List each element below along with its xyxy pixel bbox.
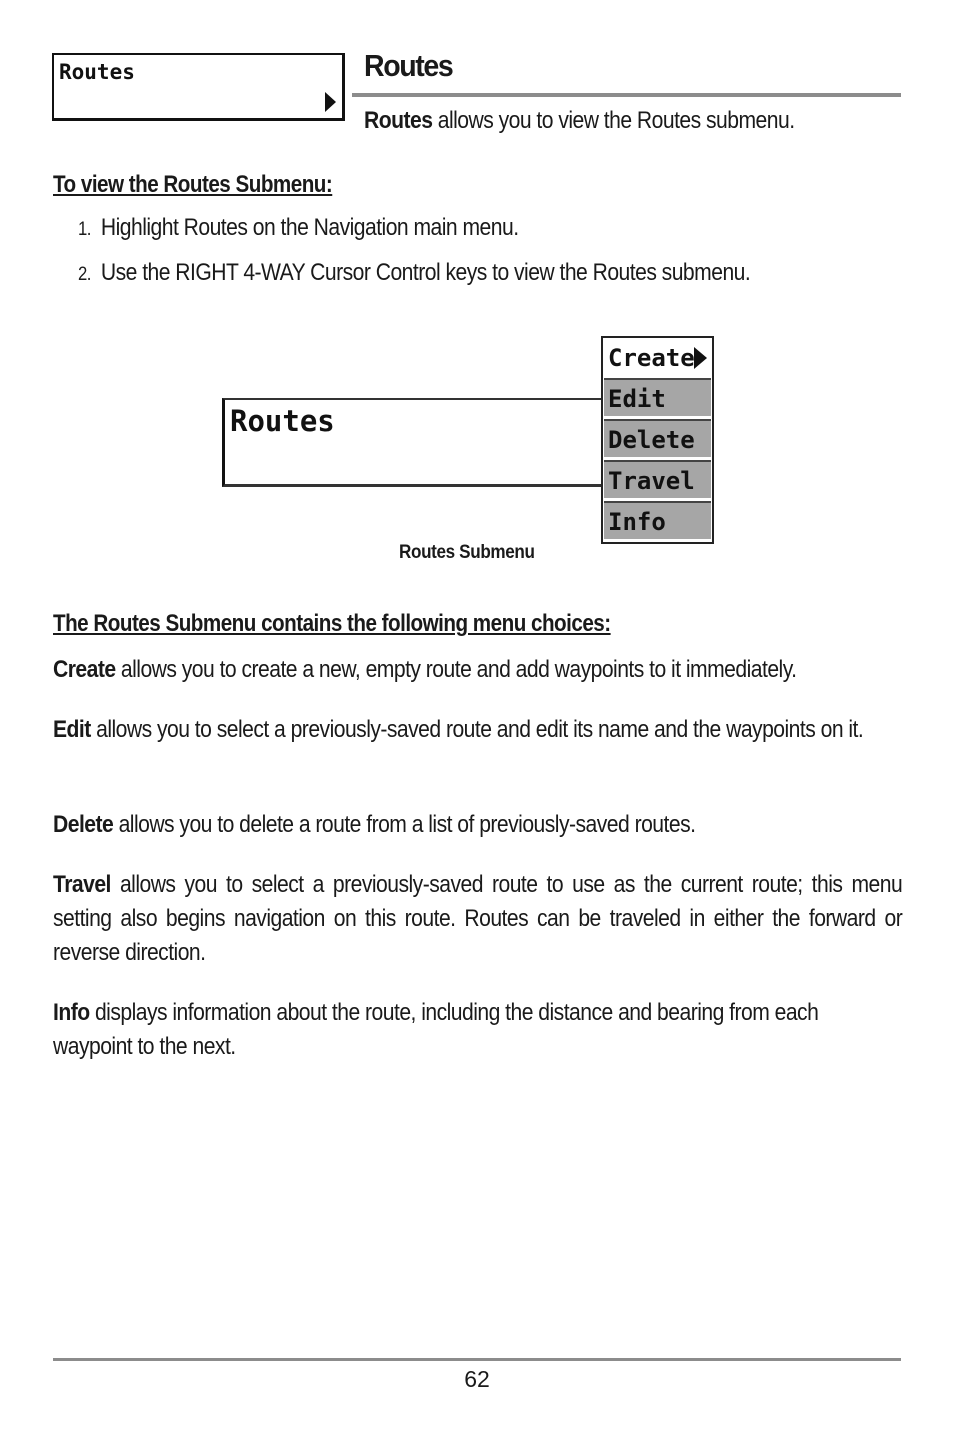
footer-divider [53,1358,901,1361]
submenu-item-travel [604,460,711,498]
page-title: Routes [364,48,453,83]
routes-menu-box [52,53,345,121]
procedure-heading: To view the Routes Submenu: [53,171,333,198]
intro-term: Routes [364,107,433,134]
choice-paragraph [53,653,902,687]
submenu-item-create [604,339,711,377]
choice-paragraph [53,996,902,1064]
choice-term: Info [53,999,90,1026]
menu-box-label: Routes [59,60,135,84]
submenu-item-label: Edit [608,385,666,413]
submenu-item-label: Travel [608,467,695,495]
submenu-item-edit [604,378,711,416]
submenu-item-label: Create [608,344,695,372]
routes-submenu [601,336,714,544]
choice-term: Delete [53,811,114,838]
choices-heading: The Routes Submenu contains the following menu choices: [53,610,611,637]
figure-routes-menu-box [222,398,602,487]
choice-text: allows you to select a previously-saved route and edit its name and the waypoints on it. [90,716,864,743]
choice-text: allows you to create a new, empty route and add waypoints to it immediately. [115,656,797,683]
right-arrow-icon [694,347,707,369]
intro-paragraph [364,104,892,138]
intro-text: allows you to view the Routes submenu. [432,107,795,134]
choice-paragraph [53,713,902,747]
step-text: Highlight Routes on the Navigation main menu. [100,214,519,241]
choice-text: allows you to select a previously-saved route to use as the current route; this menu setting also begins navigation on this route. Routes can be traveled in either the forward or reverse direction. [53,871,903,966]
choice-term: Travel [53,871,111,898]
procedure-step [78,259,750,287]
procedure-step [78,214,519,242]
submenu-item-label: Delete [608,426,695,454]
submenu-item-info [604,501,711,539]
choice-term: Edit [53,716,91,743]
figure-menu-label: Routes [230,404,335,438]
page-number: 62 [464,1366,490,1392]
step-number: 1. [78,219,91,240]
right-arrow-icon [325,92,336,112]
figure-caption: Routes Submenu [399,542,535,563]
choice-paragraph [53,808,902,842]
submenu-item-delete [604,419,711,457]
title-divider [352,93,901,97]
choice-text: allows you to delete a route from a list of previously-saved routes. [113,811,696,838]
submenu-item-label: Info [608,508,666,536]
step-text: Use the RIGHT 4-WAY Cursor Control keys to view the Routes submenu. [100,259,751,286]
choice-text: displays information about the route, including the distance and bearing from each waypoint to the next. [53,999,819,1060]
choice-paragraph [53,868,902,970]
step-number: 2. [78,264,91,285]
choice-term: Create [53,656,116,683]
